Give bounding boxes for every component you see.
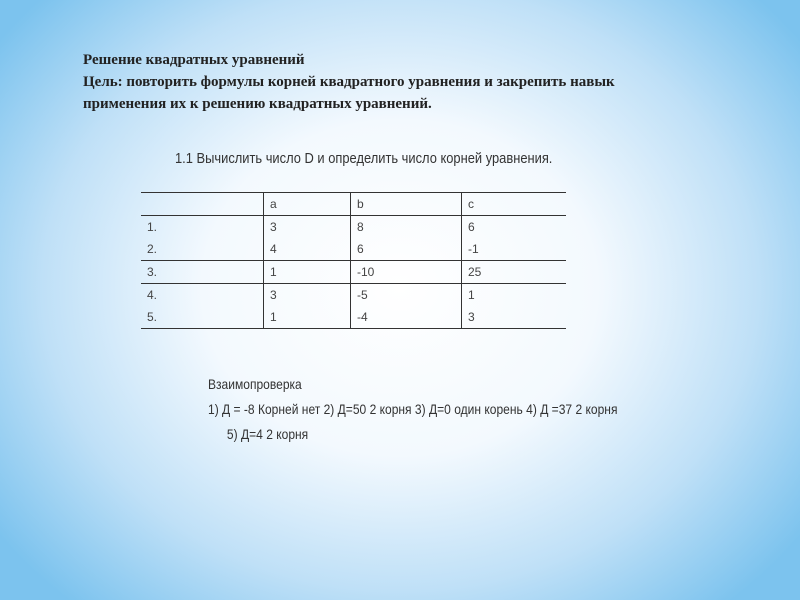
- cell-num: [141, 284, 264, 329]
- goal-line-2: применения их к решению квадратных уравнений.: [83, 96, 432, 112]
- cell-num: [141, 261, 264, 284]
- cell-value: 1: [468, 288, 475, 302]
- cell-c: [462, 284, 567, 329]
- header-cell-b: b: [351, 193, 462, 216]
- cell-value: 2.: [147, 242, 158, 256]
- check-title: Взаимопроверка: [208, 376, 302, 392]
- coefficients-table: [141, 192, 566, 329]
- peer-check-block: [208, 372, 684, 447]
- cell-value: 1: [270, 310, 277, 324]
- cell-value: 3.: [147, 265, 158, 279]
- table-row: [141, 284, 566, 329]
- header-cell-a: a: [264, 193, 351, 216]
- cell-value: -10: [357, 265, 375, 279]
- header-cell-num: [141, 193, 264, 216]
- task-title: 1.1 Вычислить число D и определить число корней уравнения.: [175, 150, 553, 167]
- lesson-title: Решение квадратных уравнений: [83, 52, 305, 68]
- table-header-row: [141, 193, 566, 216]
- cell-value: 8: [357, 220, 364, 234]
- cell-value: 3: [468, 310, 475, 324]
- table-row: [141, 216, 566, 261]
- goal-line-1: Цель: повторить формулы корней квадратного уравнения и закрепить навык: [83, 74, 615, 90]
- header-cell-c: c: [462, 193, 567, 216]
- cell-value: 3: [270, 220, 277, 234]
- cell-value: -5: [357, 288, 368, 302]
- cell-num: [141, 216, 264, 261]
- cell-value: 25: [468, 265, 482, 279]
- cell-value: 4.: [147, 288, 158, 302]
- slide-header: [83, 49, 743, 115]
- cell-b: [351, 284, 462, 329]
- cell-value: 1: [270, 265, 277, 279]
- cell-value: 5.: [147, 310, 158, 324]
- cell-value: -4: [357, 310, 368, 324]
- cell-value: 3: [270, 288, 277, 302]
- cell-value: 6: [357, 242, 364, 256]
- cell-c: [462, 261, 567, 284]
- cell-value: 1.: [147, 220, 158, 234]
- cell-value: 6: [468, 220, 475, 234]
- check-answers-line-2: 5) Д=4 2 корня: [226, 426, 309, 442]
- cell-value: 4: [270, 242, 277, 256]
- cell-b: [351, 216, 462, 261]
- cell-c: [462, 216, 567, 261]
- cell-b: [351, 261, 462, 284]
- cell-a: [264, 216, 351, 261]
- cell-a: [264, 261, 351, 284]
- table-row: [141, 261, 566, 284]
- check-answers-line-1: 1) Д = -8 Корней нет 2) Д=50 2 корня 3) Д=0 один корень 4) Д =37 2 корня: [208, 401, 618, 417]
- cell-value: -1: [468, 242, 479, 256]
- cell-a: [264, 284, 351, 329]
